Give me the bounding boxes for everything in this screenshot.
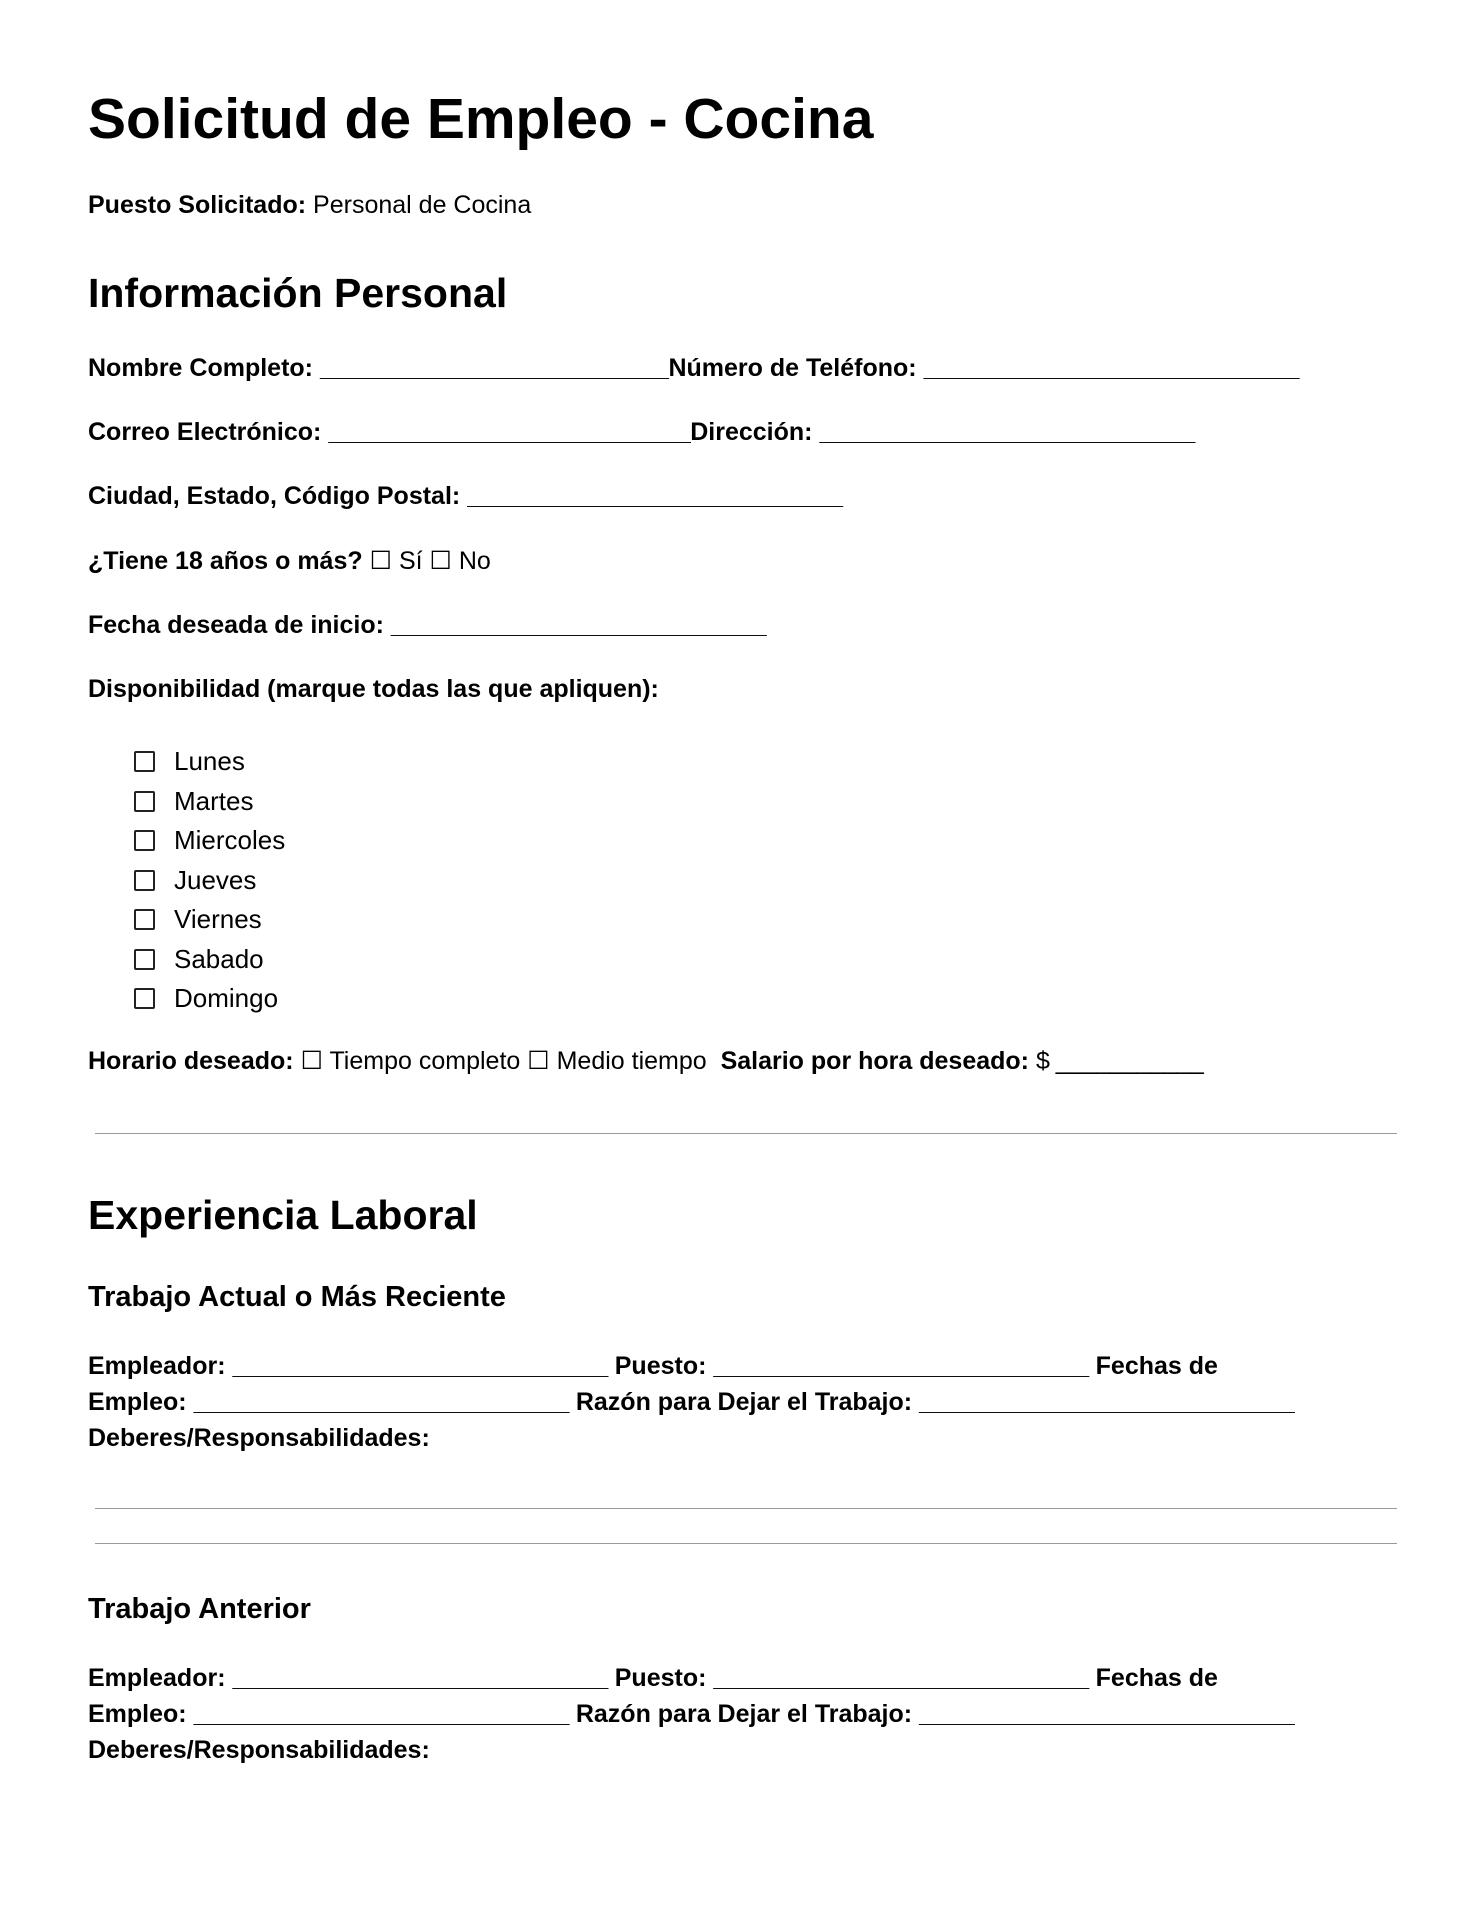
day-label: Jueves (174, 864, 257, 895)
day-item-sabado[interactable] (134, 940, 285, 980)
role-field[interactable]: ____________________________ (713, 1664, 1089, 1692)
current-job-heading: Trabajo Actual o Más Reciente (88, 1281, 506, 1313)
schedule-label: Horario deseado: (88, 1047, 294, 1075)
dates-label: Fechas de (1095, 1664, 1218, 1692)
wage-field[interactable]: $ ___________ (1035, 1047, 1204, 1075)
dates-label-cont: Empleo: (88, 1700, 187, 1728)
duties-label: Deberes/Responsabilidades: (88, 1736, 430, 1764)
start-date-line (88, 611, 766, 640)
start-date-field[interactable]: ____________________________ (390, 611, 767, 639)
checkbox[interactable] (134, 751, 155, 772)
reason-label: Razón para Dejar el Trabajo: (575, 1388, 913, 1416)
dates-field[interactable]: ____________________________ (193, 1700, 569, 1728)
section-divider (95, 1133, 1397, 1134)
email-label: Correo Electrónico: (88, 418, 322, 446)
checkbox[interactable] (134, 870, 155, 891)
wage-label: Salario por hora deseado: (720, 1047, 1029, 1075)
role-label: Puesto: (614, 1352, 707, 1380)
availability-list (134, 742, 285, 1019)
employer-label: Empleador: (88, 1352, 226, 1380)
reason-label: Razón para Dejar el Trabajo: (575, 1700, 913, 1728)
city-label: Ciudad, Estado, Código Postal: (88, 482, 461, 510)
dates-label-cont: Empleo: (88, 1388, 187, 1416)
employer-label: Empleador: (88, 1664, 226, 1692)
phone-label: Número de Teléfono: (668, 354, 917, 382)
job1-line1 (88, 1352, 1218, 1381)
checkbox[interactable] (134, 949, 155, 970)
address-field[interactable]: ____________________________ (819, 418, 1195, 446)
job2-line2 (88, 1700, 1294, 1729)
checkbox[interactable] (134, 791, 155, 812)
day-label: Lunes (174, 746, 245, 777)
day-label: Sabado (174, 943, 264, 974)
age-line (88, 546, 491, 576)
day-item-domingo[interactable] (134, 979, 285, 1019)
full-name-field[interactable]: __________________________ (319, 354, 669, 382)
job1-line2 (88, 1388, 1294, 1417)
day-item-martes[interactable] (134, 782, 285, 822)
reason-field[interactable]: ____________________________ (919, 1700, 1295, 1728)
email-field[interactable]: ___________________________ (328, 418, 691, 446)
day-item-miercoles[interactable] (134, 821, 285, 861)
employer-field[interactable]: ____________________________ (232, 1664, 608, 1692)
experience-heading: Experiencia Laboral (88, 1192, 478, 1238)
dates-label: Fechas de (1095, 1352, 1218, 1380)
schedule-options[interactable]: ☐ Tiempo completo ☐ Medio tiempo (300, 1047, 707, 1075)
dates-field[interactable]: ____________________________ (193, 1388, 569, 1416)
email-address-line (88, 418, 1195, 447)
day-label: Domingo (174, 983, 279, 1014)
duties-label: Deberes/Responsabilidades: (88, 1424, 430, 1452)
city-field[interactable]: ____________________________ (467, 482, 843, 510)
checkbox[interactable] (134, 988, 155, 1009)
day-label: Martes (174, 785, 254, 816)
name-phone-line (88, 354, 1299, 383)
job2-line1 (88, 1664, 1218, 1693)
role-field[interactable]: ____________________________ (713, 1352, 1089, 1380)
reason-field[interactable]: ____________________________ (919, 1388, 1295, 1416)
address-label: Dirección: (690, 418, 813, 446)
previous-job-heading: Trabajo Anterior (88, 1593, 311, 1625)
position-label: Puesto Solicitado: (88, 191, 307, 219)
page-title: Solicitud de Empleo - Cocina (88, 87, 874, 151)
position-value: Personal de Cocina (313, 191, 532, 219)
age-label: ¿Tiene 18 años o más? (88, 547, 363, 575)
age-options[interactable]: ☐ Sí ☐ No (369, 547, 491, 575)
availability-label: Disponibilidad (marque todas las que apliquen): (88, 675, 659, 703)
checkbox[interactable] (134, 830, 155, 851)
checkbox[interactable] (134, 909, 155, 930)
position-line (88, 191, 531, 220)
schedule-wage-line (88, 1046, 1203, 1076)
employer-field[interactable]: ____________________________ (232, 1352, 608, 1380)
personal-info-heading: Información Personal (88, 270, 508, 316)
day-item-viernes[interactable] (134, 900, 285, 940)
day-item-lunes[interactable] (134, 742, 285, 782)
day-label: Viernes (174, 904, 262, 935)
start-date-label: Fecha deseada de inicio: (88, 611, 384, 639)
city-line (88, 482, 843, 511)
duties-line[interactable] (95, 1543, 1397, 1544)
day-label: Miercoles (174, 825, 286, 856)
day-item-jueves[interactable] (134, 861, 285, 901)
full-name-label: Nombre Completo: (88, 354, 313, 382)
duties-line[interactable] (95, 1508, 1397, 1509)
phone-field[interactable]: ____________________________ (923, 354, 1299, 382)
role-label: Puesto: (614, 1664, 707, 1692)
